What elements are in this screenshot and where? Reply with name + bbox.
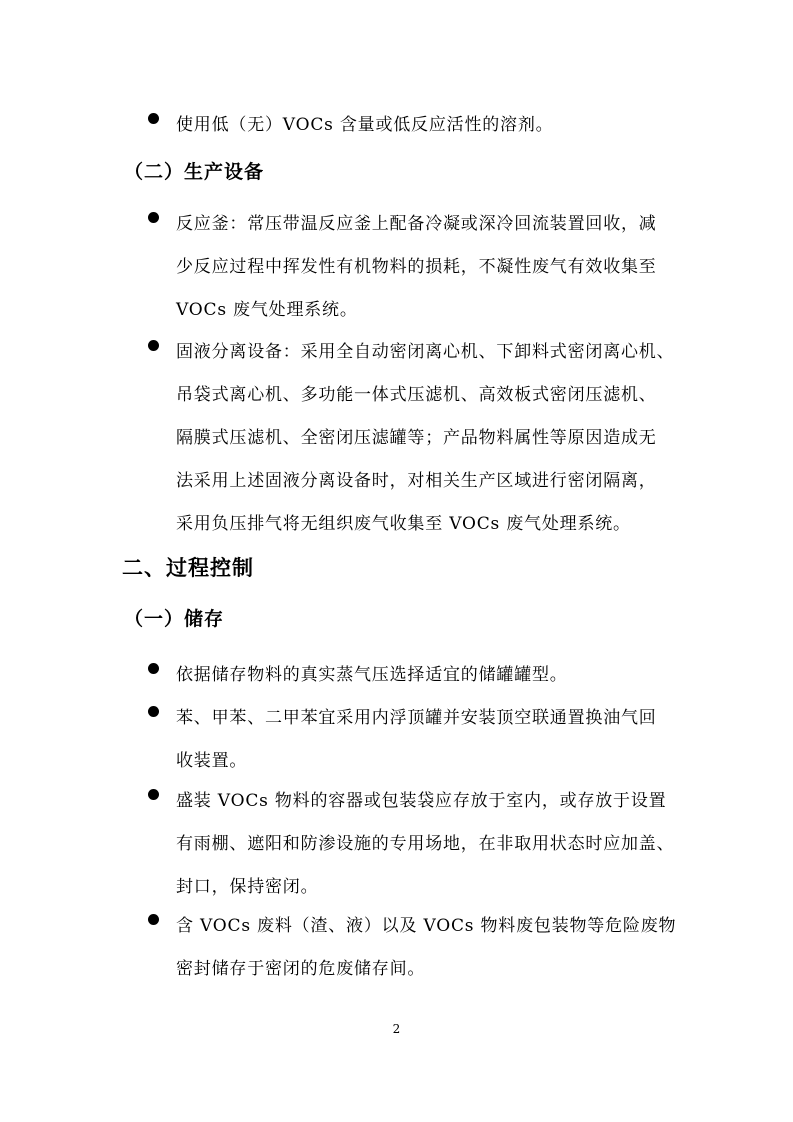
bullet-icon bbox=[148, 113, 159, 124]
text-line: 吊袋式离心机、多功能一体式压滤机、高效板式密闭压滤机、 bbox=[176, 385, 657, 405]
text-line: 苯、甲苯、二甲苯宜采用内浮顶罐并安装顶空联通置换油气回 bbox=[176, 708, 657, 728]
list-item bbox=[148, 780, 678, 909]
bullet-icon bbox=[148, 340, 159, 351]
bullet-icon bbox=[148, 789, 159, 800]
text-line: 收装置。 bbox=[176, 751, 248, 771]
list-item-text bbox=[176, 654, 678, 697]
bullet-icon bbox=[148, 706, 159, 717]
text-line: 反应釜：常压带温反应釜上配备冷凝或深冷回流装置回收，减 bbox=[176, 214, 657, 234]
bullet-icon bbox=[148, 914, 159, 925]
text-line: 封口，保持密闭。 bbox=[176, 877, 319, 897]
text-line: 依据储存物料的真实蒸气压选择适宜的储罐罐型。 bbox=[176, 665, 568, 685]
list-item bbox=[148, 203, 678, 332]
text-line: 含 VOCs 废料（渣、液）以及 VOCs 物料废包装物等危险废物 bbox=[176, 916, 677, 936]
list-item-text bbox=[176, 780, 678, 909]
list-item-text bbox=[176, 203, 678, 332]
text-line: 隔膜式压滤机、全密闭压滤罐等；产品物料属性等原因造成无 bbox=[176, 428, 657, 448]
text-line: 密封储存于密闭的危废储存间。 bbox=[176, 959, 426, 979]
list-item bbox=[148, 697, 678, 783]
text-line: 有雨棚、遮阳和防渗设施的专用场地，在非取用状态时应加盖、 bbox=[176, 834, 675, 854]
list-item-text bbox=[176, 104, 678, 147]
chapter-heading: 二、过程控制 bbox=[122, 556, 254, 580]
list-item bbox=[148, 654, 678, 697]
list-item bbox=[148, 905, 678, 991]
section-heading: （一）储存 bbox=[124, 608, 225, 630]
bullet-icon bbox=[148, 212, 159, 223]
list-item bbox=[148, 104, 678, 147]
bullet-icon bbox=[148, 663, 159, 674]
list-item-text bbox=[176, 331, 678, 546]
text-line: 使用低（无）VOCs 含量或低反应活性的溶剂。 bbox=[176, 115, 554, 135]
text-line: 少反应过程中挥发性有机物料的损耗，不凝性废气有效收集至 bbox=[176, 257, 657, 277]
text-line: VOCs 废气处理系统。 bbox=[176, 300, 358, 320]
list-item-text bbox=[176, 905, 678, 991]
page-number: 2 bbox=[392, 1022, 401, 1036]
text-line: 盛装 VOCs 物料的容器或包装袋应存放于室内，或存放于设置 bbox=[176, 791, 667, 811]
list-item-text bbox=[176, 697, 678, 783]
text-line: 固液分离设备：采用全自动密闭离心机、下卸料式密闭离心机、 bbox=[176, 342, 675, 362]
text-line: 采用负压排气将无组织废气收集至 VOCs 废气处理系统。 bbox=[176, 514, 631, 534]
list-item bbox=[148, 331, 678, 546]
text-line: 法采用上述固液分离设备时，对相关生产区域进行密闭隔离， bbox=[176, 471, 657, 491]
section-heading: （二）生产设备 bbox=[124, 161, 265, 183]
